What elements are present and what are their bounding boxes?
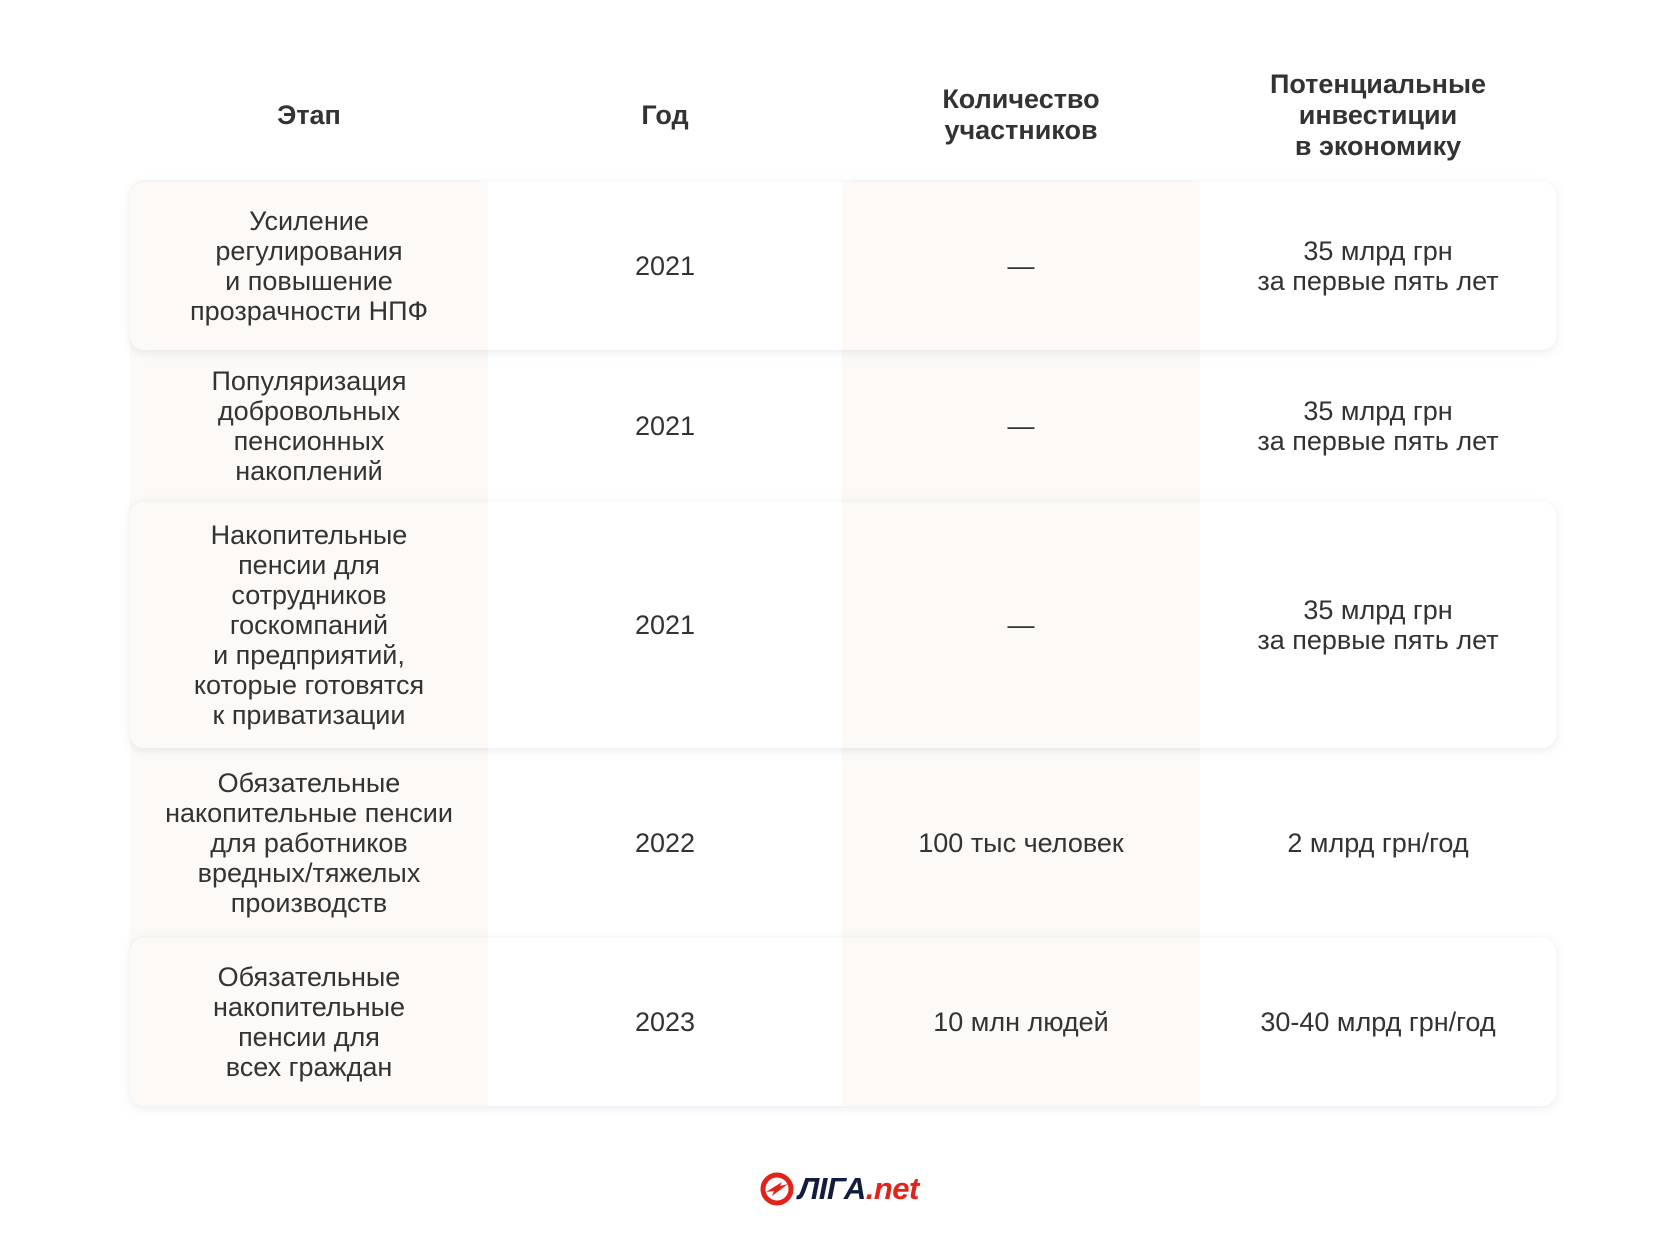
- logo-suffix: .net: [865, 1171, 919, 1206]
- row-5-stage: Обязательные накопительные пенсии для всех граждан: [212, 962, 406, 1082]
- row-5-participants: 10 млн людей: [933, 1007, 1109, 1037]
- row-2-participants: —: [1007, 411, 1035, 441]
- liga-logo-icon: [760, 1172, 794, 1206]
- row-4-participants: 100 тыс человек: [918, 828, 1124, 858]
- logo-brand: ЛIГА: [798, 1171, 866, 1206]
- header-stage-label: Этап: [277, 99, 341, 130]
- header-stage: [130, 60, 488, 170]
- header-investments-label: Потенциальные инвестиции в экономику: [1269, 68, 1487, 161]
- liga-net-logo: [760, 1164, 919, 1214]
- row-1-year: 2021: [634, 251, 696, 281]
- header-year: [488, 60, 842, 170]
- row-3-year: 2021: [634, 610, 696, 640]
- row-4-investments: 2 млрд грн/год: [1287, 828, 1469, 858]
- row-2-investments: 35 млрд грн за первые пять лет: [1257, 396, 1499, 456]
- row-3-investments: 35 млрд грн за первые пять лет: [1257, 595, 1499, 655]
- row-5-year: 2023: [634, 1007, 696, 1037]
- logo-wordmark: [798, 1171, 919, 1207]
- row-2-stage: Популяризация добровольных пенсионных накоплений: [211, 366, 407, 486]
- row-3-participants: —: [1007, 610, 1035, 640]
- row-1-stage: Усиление регулирования и повышение прозрачности НПФ: [189, 206, 429, 326]
- row-5-investments: 30-40 млрд грн/год: [1260, 1007, 1496, 1037]
- header-investments: [1200, 60, 1556, 170]
- row-1-participants: —: [1007, 251, 1035, 281]
- row-4-year: 2022: [634, 828, 696, 858]
- header-participants: [842, 60, 1200, 170]
- row-4-stage: Обязательные накопительные пенсии для работников вредных/тяжелых производств: [165, 768, 453, 918]
- row-3-stage: Накопительные пенсии для сотрудников госкомпаний и предприятий, которые готовятся к приватизации: [193, 520, 425, 730]
- row-2-year: 2021: [634, 411, 696, 441]
- row-1-investments: 35 млрд грн за первые пять лет: [1257, 236, 1499, 296]
- header-participants-label: Количество участников: [942, 84, 1100, 145]
- header-year-label: Год: [641, 99, 689, 130]
